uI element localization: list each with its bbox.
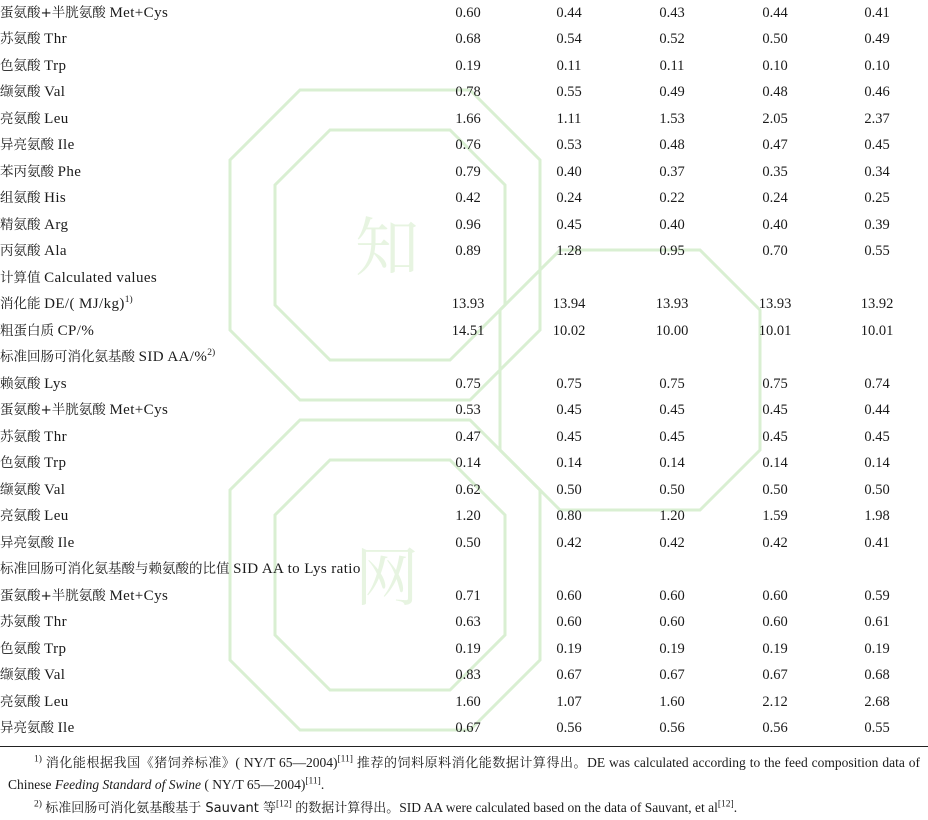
cell-value: 0.95 [659,243,685,260]
cell-value [620,344,724,370]
row-label [0,450,418,476]
cell-value: 0.40 [556,163,582,180]
row-label-latin: Thr [44,614,67,631]
row-label-latin: Thr [44,31,67,48]
cell-value: 0.60 [762,587,788,604]
footnote-1-sup-2: [11] [305,776,321,787]
row-label-latin: Lys [44,375,67,392]
row-label [0,53,418,79]
cell-value: 0.50 [556,481,582,498]
row-label-superscript: 2) [207,348,216,359]
row-label-latin: Trp [44,57,67,74]
cell-value: 0.53 [455,402,481,419]
row-label [0,79,418,105]
row-label [0,530,418,556]
row-label [0,371,418,397]
cell-value: 2.37 [864,110,890,127]
cell-value [518,344,620,370]
cell-value: 0.19 [455,57,481,74]
row-label-cn: 粗蛋白质 [0,322,54,339]
row-label-cn: 标准回肠可消化氨基酸 [0,349,135,366]
row-label-cn: 组氨酸 [0,190,41,207]
row-label-latin: Trp [44,455,67,472]
cell-value: 0.67 [556,667,582,684]
row-label [0,212,418,238]
cell-value: 0.45 [556,428,582,445]
table-row [0,238,928,264]
cell-value: 0.41 [864,534,890,551]
cell-value: 0.50 [762,31,788,48]
row-label [0,26,418,52]
table-row [0,265,928,291]
row-label-cn: 蛋氨酸+半胱氨酸 [0,587,106,604]
cell-value: 0.96 [455,216,481,233]
cell-value: 1.11 [556,110,582,127]
row-label-cn: 缬氨酸 [0,84,41,101]
row-label [0,689,418,715]
cell-value: 0.45 [659,428,685,445]
cell-value: 14.51 [451,322,485,339]
cell-value: 0.60 [556,587,582,604]
row-label-cn: 亮氨酸 [0,508,41,525]
cell-value [418,265,518,291]
cell-value: 0.55 [556,84,582,101]
footnote-2 [8,797,920,820]
table-row [0,53,928,79]
footnote-1-en-italic: Feeding Standard of Swine [54,777,201,793]
cell-value [620,556,724,582]
cell-value: 13.94 [552,296,586,313]
cell-value: 1.53 [659,110,685,127]
cell-value: 13.93 [451,296,485,313]
cell-value: 13.93 [758,296,792,313]
cell-value: 1.20 [455,508,481,525]
cell-value: 0.67 [762,667,788,684]
row-label-cn: 缬氨酸 [0,481,41,498]
cell-value: 1.98 [864,508,890,525]
row-label [0,265,418,291]
cell-value: 10.00 [655,322,689,339]
cell-value: 0.45 [864,137,890,154]
cell-value: 0.70 [762,243,788,260]
cell-value: 0.34 [864,163,890,180]
svg-text:网: 网 [355,542,419,616]
cell-value: 2.05 [762,110,788,127]
cell-value: 0.19 [659,640,685,657]
row-label-cn: 缬氨酸 [0,667,41,684]
cell-value: 0.45 [762,402,788,419]
table-row [0,344,928,370]
cell-value: 0.75 [556,375,582,392]
cell-value: 1.60 [455,693,481,710]
table-row [0,689,928,715]
footnote-1-cn-1: 消化能根据我国《猪饲养标准》 [45,755,236,771]
cell-value: 0.42 [659,534,685,551]
footnote-2-en-2: . [733,800,738,816]
row-label-latin: Val [44,84,66,101]
row-label [0,397,418,423]
row-label-latin: Ile [57,720,75,737]
footnote-1-cn-2: 推荐的饲料原料消化能数据计算得出。 [356,755,588,771]
cell-value: 0.19 [762,640,788,657]
cell-value: 0.42 [556,534,582,551]
table-row [0,26,928,52]
cell-value: 1.07 [556,693,582,710]
row-label-latin: Arg [44,216,69,233]
row-label-latin: Leu [44,110,69,127]
row-label [0,291,418,317]
row-label [0,477,418,503]
cell-value: 1.66 [455,110,481,127]
cell-value: 1.28 [556,243,582,260]
table-row [0,212,928,238]
cell-value: 0.71 [455,587,481,604]
table-row [0,477,928,503]
row-label-cn: 亮氨酸 [0,110,41,127]
footnotes [0,747,928,820]
cell-value [826,344,928,370]
cell-value: 0.39 [864,216,890,233]
table-row [0,662,928,688]
cell-value: 0.53 [556,137,582,154]
cell-value: 0.55 [864,243,890,260]
cell-value: 1.60 [659,693,685,710]
footnote-1 [8,752,920,796]
footnote-1-en-2: ( NY/T 65—2004) [200,777,306,793]
cell-value: 10.01 [860,322,894,339]
cell-value: 0.11 [659,57,685,74]
row-label-cn: 苏氨酸 [0,614,41,631]
row-label [0,0,418,26]
footnote-1-ref-1: ( NY/T 65—2004) [235,754,338,770]
cell-value: 0.56 [659,720,685,737]
row-label [0,344,418,370]
footnote-2-cn-1: 标准回肠可消化氨基酸基于 Sauvant 等 [45,801,277,817]
table-row [0,609,928,635]
table-row [0,503,928,529]
row-label-cn: 苏氨酸 [0,428,41,445]
row-label [0,556,418,582]
row-label-cn: 苯丙氨酸 [0,163,54,180]
cell-value: 0.19 [455,640,481,657]
cell-value: 0.42 [762,534,788,551]
row-label-latin: His [44,190,67,207]
row-label-latin: Val [44,481,66,498]
row-label [0,106,418,132]
cell-value: 0.68 [864,667,890,684]
table-row [0,132,928,158]
cell-value: 0.49 [659,84,685,101]
table-row [0,450,928,476]
cell-value: 0.10 [864,57,890,74]
table-row [0,185,928,211]
cell-value: 10.02 [552,322,586,339]
cell-value: 0.67 [659,667,685,684]
cell-value: 0.40 [659,216,685,233]
cell-value: 0.78 [455,84,481,101]
cell-value: 0.47 [455,428,481,445]
footnote-1-sup-1: [11] [337,754,353,765]
cell-value [418,556,518,582]
cell-value: 0.75 [659,375,685,392]
row-label-latin: Ile [57,137,75,154]
cell-value: 0.50 [455,534,481,551]
cell-value: 0.19 [864,640,890,657]
cell-value: 0.63 [455,614,481,631]
footnote-2-cn-2: 的数据计算得出。 [295,801,400,817]
row-label-cn: 蛋氨酸+半胱氨酸 [0,5,106,21]
table-row [0,291,928,317]
table-row [0,636,928,662]
cell-value: 0.60 [556,614,582,631]
cell-value: 1.59 [762,508,788,525]
cell-value [826,556,928,582]
row-label [0,424,418,450]
cell-value: 0.89 [455,243,481,260]
cell-value: 1.20 [659,508,685,525]
cell-value: 0.40 [762,216,788,233]
row-label-cn: 异亮氨酸 [0,137,54,154]
row-label-latin: CP/% [57,322,95,339]
footnote-1-en-3: . [320,777,325,793]
footnote-1-marker: 1) [34,754,42,765]
table-row [0,106,928,132]
cell-value: 0.37 [659,163,685,180]
cell-value: 0.44 [864,402,890,419]
cell-value: 0.35 [762,163,788,180]
row-label-cn: 标准回肠可消化氨基酸与赖氨酸的比值 [0,561,230,578]
row-label [0,185,418,211]
table-row [0,0,928,26]
row-label-latin: SID AA to Lys ratio [233,561,361,578]
table-row [0,371,928,397]
cell-value: 0.54 [556,31,582,48]
cell-value: 0.46 [864,84,890,101]
table-row [0,159,928,185]
cell-value: 0.52 [659,31,685,48]
cell-value: 0.42 [455,190,481,207]
cell-value: 0.60 [455,5,481,21]
cell-value: 0.49 [864,31,890,48]
row-label-latin: Trp [44,640,67,657]
cell-value: 0.56 [762,720,788,737]
row-label-cn: 丙氨酸 [0,243,41,260]
row-label [0,238,418,264]
cell-value: 0.60 [762,614,788,631]
cell-value: 2.68 [864,693,890,710]
cell-value [724,344,826,370]
row-label-cn: 色氨酸 [0,455,41,472]
cell-value: 0.24 [556,190,582,207]
footnote-2-sup-2: [12] [717,799,734,810]
cell-value: 0.14 [556,455,582,472]
cell-value: 0.79 [455,163,481,180]
row-label [0,636,418,662]
table-row [0,424,928,450]
row-label-latin: Leu [44,508,69,525]
row-label-cn: 赖氨酸 [0,375,41,392]
cell-value: 0.11 [556,57,582,74]
row-label-latin: Met+Cys [109,587,169,604]
footnote-2-sup-1: [12] [276,799,292,810]
row-label-latin: Ala [44,243,67,260]
cell-value: 0.45 [659,402,685,419]
cell-value: 0.19 [556,640,582,657]
row-label-cn: 异亮氨酸 [0,534,54,551]
row-label-cn: 计算值 [0,269,41,286]
cell-value: 13.93 [655,296,689,313]
row-label [0,503,418,529]
row-label-latin: Phe [57,163,82,180]
cell-value: 0.59 [864,587,890,604]
cell-value: 0.76 [455,137,481,154]
cell-value [620,265,724,291]
cell-value: 0.41 [864,5,890,21]
row-label-cn: 异亮氨酸 [0,720,54,737]
cell-value: 0.45 [864,428,890,445]
row-label-cn: 蛋氨酸+半胱氨酸 [0,402,106,419]
cell-value [724,556,826,582]
cell-value: 0.14 [455,455,481,472]
cell-value: 0.25 [864,190,890,207]
cell-value: 0.44 [556,5,582,21]
cell-value: 0.14 [762,455,788,472]
row-label-cn: 消化能 [0,296,41,313]
cell-value: 0.24 [762,190,788,207]
cell-value: 0.83 [455,667,481,684]
cell-value [418,344,518,370]
cell-value: 0.50 [659,481,685,498]
table-row [0,79,928,105]
cell-value: 0.61 [864,614,890,631]
cell-value: 0.48 [659,137,685,154]
cell-value: 0.45 [556,216,582,233]
cell-value [826,265,928,291]
row-label-cn: 色氨酸 [0,57,41,74]
cell-value: 10.01 [758,322,792,339]
row-label-latin: SID AA/% [138,349,208,366]
cell-value: 0.75 [762,375,788,392]
row-label-latin: Met+Cys [109,5,169,21]
row-label-latin: Thr [44,428,67,445]
cell-value: 0.50 [864,481,890,498]
cell-value: 0.50 [762,481,788,498]
row-label-latin: Leu [44,693,69,710]
table-row [0,397,928,423]
table-row [0,583,928,609]
row-label-latin: Calculated values [44,269,158,286]
footnote-2-en-1: SID AA were calculated based on the data of Sauvant, et al [399,800,718,816]
row-label-latin: DE/( MJ/kg) [44,296,125,313]
row-label-latin: Val [44,667,66,684]
table-row [0,556,928,582]
cell-value: 0.43 [659,5,685,21]
row-label-cn: 亮氨酸 [0,693,41,710]
cell-value: 0.44 [762,5,788,21]
svg-text:知: 知 [355,212,419,286]
cell-value: 2.12 [762,693,788,710]
cell-value [518,265,620,291]
cell-value: 0.62 [455,481,481,498]
row-label [0,662,418,688]
table-row [0,715,928,741]
cell-value: 0.45 [762,428,788,445]
cell-value: 0.60 [659,614,685,631]
cell-value: 0.14 [659,455,685,472]
row-label [0,609,418,635]
cell-value: 0.47 [762,137,788,154]
footnote-1-en-1: DE was calculated according to the feed composition data of Chinese [8,754,920,793]
row-label [0,715,418,741]
cell-value: 0.45 [556,402,582,419]
cell-value: 0.14 [864,455,890,472]
cell-value [724,265,826,291]
row-label-cn: 精氨酸 [0,216,41,233]
cell-value: 0.68 [455,31,481,48]
row-label-latin: Met+Cys [109,402,169,419]
row-label-cn: 色氨酸 [0,640,41,657]
cell-value: 0.80 [556,508,582,525]
cell-value: 0.10 [762,57,788,74]
cell-value: 0.22 [659,190,685,207]
row-label-latin: Ile [57,534,75,551]
row-label [0,159,418,185]
cell-value: 0.75 [455,375,481,392]
cell-value: 0.56 [556,720,582,737]
cell-value: 0.55 [864,720,890,737]
cell-value [518,556,620,582]
row-label [0,132,418,158]
footnote-2-marker: 2) [34,799,42,810]
cell-value: 0.48 [762,84,788,101]
table-row [0,318,928,344]
cell-value: 13.92 [860,296,894,313]
row-label-superscript: 1) [124,295,133,306]
row-label-cn: 苏氨酸 [0,31,41,48]
row-label [0,318,418,344]
cell-value: 0.60 [659,587,685,604]
table-row [0,530,928,556]
cell-value: 0.67 [455,720,481,737]
cell-value: 0.74 [864,375,890,392]
row-label [0,583,418,609]
